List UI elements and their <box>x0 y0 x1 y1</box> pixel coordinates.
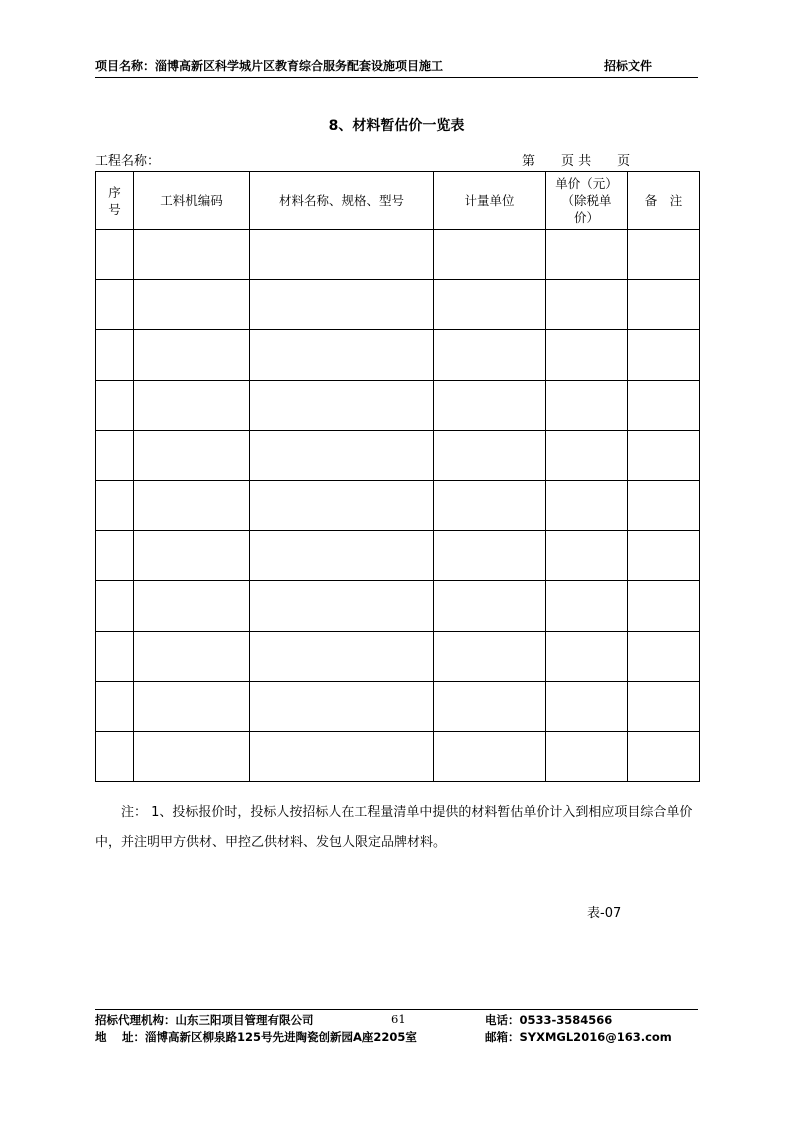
table-cell <box>434 430 546 480</box>
table-cell <box>434 731 546 781</box>
project-name-label: 工程名称： <box>95 154 161 169</box>
table-cell <box>134 631 250 681</box>
table-cell <box>546 631 628 681</box>
table-cell <box>546 531 628 581</box>
table-cell <box>434 681 546 731</box>
column-header-material-spec: 材料名称、规格、型号 <box>250 172 434 230</box>
table-cell <box>96 581 134 631</box>
table-cell <box>434 581 546 631</box>
table-cell <box>434 380 546 430</box>
footer-agency: 招标代理机构：山东三阳项目管理有限公司 <box>95 1013 314 1027</box>
table-cell <box>250 581 434 631</box>
note-paragraph <box>95 798 698 858</box>
table-cell <box>134 681 250 731</box>
table-cell <box>96 731 134 781</box>
table-cell <box>434 631 546 681</box>
table-cell <box>96 230 134 280</box>
column-header-remark: 备 注 <box>628 172 700 230</box>
table-cell <box>96 631 134 681</box>
page-title: 8、材料暂估价一览表 <box>328 118 465 134</box>
table-row <box>96 280 700 330</box>
table-cell <box>250 330 434 380</box>
table-row <box>96 731 700 781</box>
table-row <box>96 230 700 280</box>
table-cell <box>546 581 628 631</box>
table-cell <box>434 280 546 330</box>
table-cell <box>134 480 250 530</box>
table-cell <box>628 681 700 731</box>
column-header-index: 序 号 <box>96 172 134 230</box>
table-row <box>96 631 700 681</box>
table-cell <box>434 531 546 581</box>
table-cell <box>96 531 134 581</box>
table-cell <box>96 430 134 480</box>
table-cell <box>546 731 628 781</box>
table-row <box>96 681 700 731</box>
note-text: 注： 1、投标报价时，投标人按招标人在工程量清单中提供的材料暂估单价计入到相应项目综合单价中，并注明甲方供材、甲控乙供材料、发包人限定品牌材料。 <box>95 805 693 850</box>
table-cell <box>250 280 434 330</box>
table-cell <box>96 380 134 430</box>
table-row <box>96 480 700 530</box>
table-cell <box>250 430 434 480</box>
page-mid: 页 共 <box>561 154 592 169</box>
table-cell <box>546 380 628 430</box>
table-cell <box>546 430 628 480</box>
table-cell <box>134 380 250 430</box>
table-cell <box>628 230 700 280</box>
table-cell <box>546 280 628 330</box>
table-cell <box>434 480 546 530</box>
table-cell <box>628 480 700 530</box>
table-code: 表-07 <box>587 906 622 921</box>
table-cell <box>96 681 134 731</box>
table-cell <box>96 480 134 530</box>
page-prefix: 第 <box>522 154 536 169</box>
table-row <box>96 330 700 380</box>
page-number: 61 <box>391 1012 406 1026</box>
page-count-line <box>522 150 630 169</box>
table-cell <box>628 581 700 631</box>
table-cell <box>546 681 628 731</box>
table-row <box>96 581 700 631</box>
table-cell <box>134 531 250 581</box>
table-cell <box>434 330 546 380</box>
table-cell <box>546 480 628 530</box>
column-header-unit: 计量单位 <box>434 172 546 230</box>
table-cell <box>96 280 134 330</box>
table-cell <box>250 531 434 581</box>
table-cell <box>628 731 700 781</box>
table-cell <box>250 230 434 280</box>
column-header-code: 工料机编码 <box>134 172 250 230</box>
table-cell <box>546 230 628 280</box>
table-cell <box>628 531 700 581</box>
table-cell <box>628 330 700 380</box>
page-footer <box>95 1012 698 1046</box>
table-cell <box>134 280 250 330</box>
footer-divider <box>95 1009 698 1010</box>
table-cell <box>628 430 700 480</box>
footer-phone: 电话：0533-3584566 <box>485 1013 613 1027</box>
table-cell <box>134 430 250 480</box>
table-row <box>96 380 700 430</box>
table-cell <box>250 380 434 430</box>
table-cell <box>134 581 250 631</box>
header-doc-type: 招标文件 <box>603 59 652 73</box>
table-cell <box>96 330 134 380</box>
table-cell <box>250 631 434 681</box>
table-cell <box>628 280 700 330</box>
column-header-unit-price: 单价（元） （除税单 价） <box>546 172 628 230</box>
table-cell <box>134 330 250 380</box>
table-cell <box>628 631 700 681</box>
table-body <box>96 230 700 782</box>
header-project-name: 项目名称：淄博高新区科学城片区教育综合服务配套设施项目施工 <box>95 59 444 73</box>
header-divider <box>95 77 698 78</box>
table-cell <box>546 330 628 380</box>
page-header <box>95 57 698 77</box>
table-row <box>96 430 700 480</box>
table-cell <box>134 731 250 781</box>
table-cell <box>134 230 250 280</box>
table-cell <box>250 681 434 731</box>
table-cell <box>434 230 546 280</box>
table-cell <box>628 380 700 430</box>
table-header-row <box>96 172 700 230</box>
footer-address: 地 址：淄博高新区柳泉路125号先进陶瓷创新园A座2205室 <box>95 1030 417 1044</box>
table-row <box>96 531 700 581</box>
table-cell <box>250 480 434 530</box>
footer-email: 邮箱：SYXMGL2016@163.com <box>485 1030 672 1044</box>
materials-table <box>95 171 700 782</box>
table-cell <box>250 731 434 781</box>
page-suffix: 页 <box>617 154 631 169</box>
